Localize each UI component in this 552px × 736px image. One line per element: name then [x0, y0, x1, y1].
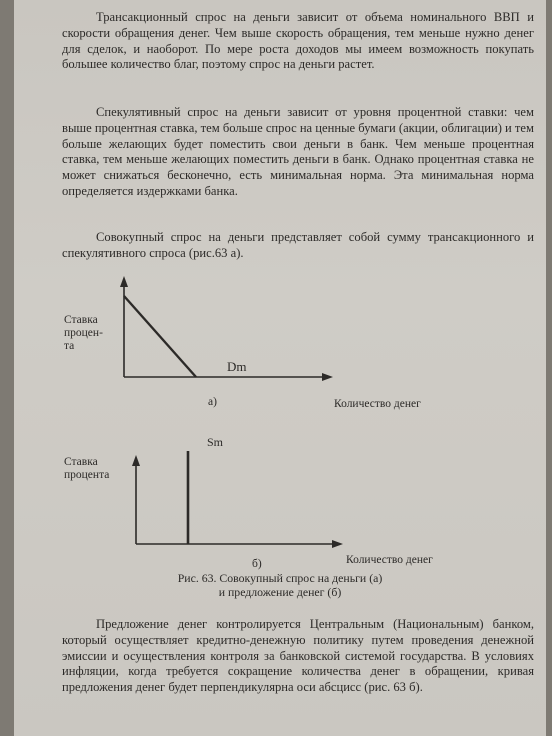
figure-b-y-label: Ставка процента [64, 456, 110, 481]
paragraph-text: Трансакционный спрос на деньги зависит от объема номинального ВВП и скорости обращения денег. Чем выше скорость обращения, тем меньше нужно денег для сделок, и наоборот. По мере роста доходов мы имеем возможность покупать большее количество благ, поэтому спрос на деньги растет. [62, 10, 534, 72]
figure-a-curve-label: Dm [227, 359, 247, 374]
figure-a-y-label: Ставка процен- та [64, 314, 103, 352]
book-page [14, 0, 546, 736]
paragraph-text: Предложение денег контролируется Центральным (Национальным) банком, который осуществляет кредитно-денежную политику путем проведения денежной эмиссии и осуществления контроля за банковской системой государства. В условиях инфляции, когда требуется сокращение количества денег в обращении, кривая предложения денег будет перпендикулярна оси абсцисс (рис. 63 б). [62, 617, 534, 695]
figure-b-panel-label: б) [252, 558, 262, 570]
figure-b-x-label: Количество денег [346, 554, 433, 566]
paragraph-text: Спекулятивный спрос на деньги зависит от уровня процентной ставки: чем выше процентная ставка, тем больше спрос на ценные бумаги (акции, облигации) и тем больше желающих будет поместить свои деньги в банк. Чем меньше процентная ставка, тем меньше желающих поместить деньги в банк. Однако процентная ставка не может снижаться бесконечно, есть минимальная норма. Эта минимальная норма определяется издержками банка. [62, 105, 534, 198]
figure-caption-line2: и предложение денег (б) [218, 585, 342, 599]
figure-b-x-arrow [332, 540, 343, 548]
figure-a-panel-label: а) [208, 396, 217, 408]
figure-caption-line1: Рис. 63. Совокупный спрос на деньги (а) [177, 571, 383, 585]
paragraph-money-supply [62, 617, 534, 696]
figure-b-y-arrow [132, 455, 140, 466]
figure-a-x-label: Количество денег [334, 398, 421, 410]
figure-b-curve-label: Sm [207, 435, 224, 449]
paragraph-text: Совокупный спрос на деньги представляет собой сумму трансакционного и спекулятивного спроса (рис.63 а). [62, 230, 534, 260]
